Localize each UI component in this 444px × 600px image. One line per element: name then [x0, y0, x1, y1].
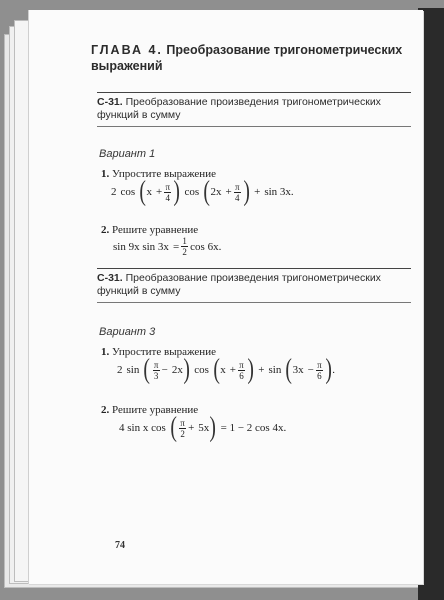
expression-3: 2 sin ( $\frac{\pi}{3}$ − 2x ) cos ( x + $\frac{\pi}{6}$ ) + sin ( 3x − $\frac{\pi}{6}$ ) . [117, 354, 335, 385]
task-simplify-1: 1. Упростите выражение [101, 168, 216, 180]
section-code: С-31. [97, 272, 123, 284]
equation-3: 4 sin x cos ( $\frac{\pi}{2}$ + 5x ) = 1 − 2 cos 4x. [119, 412, 287, 443]
expression-1: 2 cos ( x + $\frac{\pi}{4}$ ) cos ( 2x + $\frac{\pi}{4}$ ) + sin 3x. [111, 176, 294, 207]
fraction-1-2: $\frac{1}{2}$ [182, 236, 187, 257]
fraction-pi-4: $\frac{\pi}{4}$ [234, 181, 240, 203]
task-solve-1: 2. Решите уравнение [101, 224, 199, 236]
variant-label-1: Вариант 1 [99, 148, 156, 160]
task-solve-3: 2. Решите уравнение [101, 404, 199, 416]
section-header-2 [97, 268, 411, 303]
chapter-label: ГЛАВА 4. [91, 43, 163, 57]
section-title: Преобразование произведения тригонометрических функций в сумму [97, 272, 381, 297]
variant-label-3: Вариант 3 [99, 326, 156, 338]
section-title: Преобразование произведения тригонометрических функций в сумму [97, 96, 381, 121]
chapter-title: Преобразование тригонометрических выражений [91, 43, 403, 73]
task-simplify-3: 1. Упростите выражение [101, 346, 216, 358]
page-number: 74 [115, 540, 125, 551]
book-page [28, 10, 423, 584]
fraction-pi-4: $\frac{\pi}{4}$ [165, 181, 170, 203]
chapter-heading [91, 42, 411, 74]
fraction-pi-6: $\frac{\pi}{6}$ [239, 359, 244, 381]
equation-1: sin 9x sin 3x = $\frac{1}{2}$ cos 6x. [113, 236, 222, 257]
fraction-pi-2: $\frac{\pi}{2}$ [180, 417, 185, 439]
section-header-1 [97, 92, 411, 127]
fraction-pi-3: $\frac{\pi}{3}$ [153, 359, 159, 381]
fraction-pi-6: $\frac{\pi}{6}$ [317, 359, 322, 381]
section-code: С-31. [97, 96, 123, 108]
